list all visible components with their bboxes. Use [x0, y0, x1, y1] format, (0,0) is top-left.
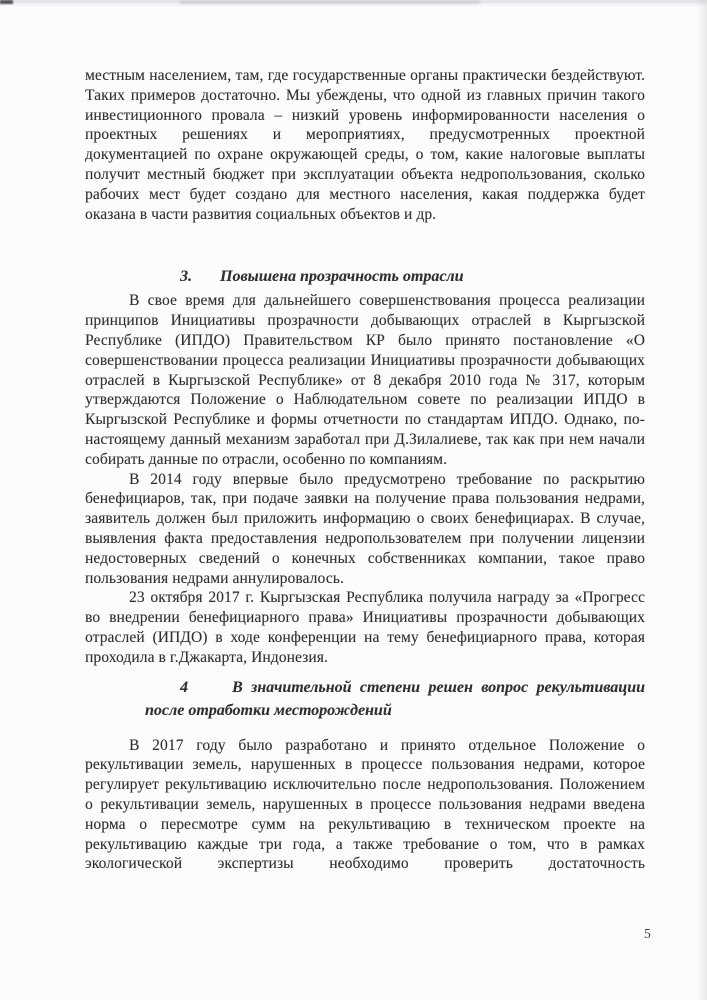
section-heading-3: [85, 266, 645, 288]
scan-streak-artifact: [180, 1, 480, 4]
scan-right-edge-shadow: [697, 0, 707, 1000]
section-3-number: 3.: [180, 268, 192, 286]
section-4-title: В значительной степени решен вопрос рекультивации после отработки месторождений: [145, 678, 645, 719]
page-number: 5: [644, 926, 651, 941]
section-4-number: 4: [180, 678, 188, 696]
section-3-title: Повышена прозрачность отрасли: [220, 268, 464, 286]
body-paragraph-award-2017: 23 октября 2017 г. Кыргызская Республика получила награду за «Прогресс во внедрении бенефициарного права» Инициативы прозрачности добывающих отраслей (ИПДО) в ходе конференции на тему бенефициарного права, которая проходила в г.Джакарта, Индонезия.: [85, 589, 645, 666]
section-heading-4: [85, 676, 645, 722]
body-paragraph-beneficiaries-2014: В 2014 году впервые было предусмотрено требование по раскрытию бенефициаров, так, при подаче заявки на получение права пользования недрами, заявитель должен был приложить информацию о своих бенефициарах. В случае, выявления факта предоставления недропользователем при получении лицензии недостоверных сведений о конечных собственниках компании, такое право пользования недрами аннулировалось.: [85, 470, 645, 587]
scan-corner-mark: [0, 0, 13, 4]
body-paragraph-continuation: местным населением, там, где государственные органы практически бездействуют. Таких примеров достаточно. Мы убеждены, что одной из главных причин такого инвестиционного провала – низкий уровень информированности населения о проектных решениях и мероприятиях, предусмотренных проектной документацией по охране окружающей среды, о том, какие налоговые выплаты получит местный бюджет при эксплуатации объекта недропользования, сколько рабочих мест будет создано для местного населения, какая поддержка будет оказана в части развития социальных объектов и др.: [85, 67, 645, 223]
text-block: [85, 66, 645, 874]
body-paragraph-eiti-history: В свое время для дальнейшего совершенствования процесса реализации принципов Инициативы прозрачности добывающих отраслей в Кыргызской Республике (ИПДО) Правительством КР было принято постановление «О совершенствовании процесса реализации Инициативы прозрачности добывающих отраслей в Кыргызской Республике» от 8 декабря 2010 года № 317, которым утверждаются Положение о Наблюдательном совете по реализации ИПДО в Кыргызской Республике и формы отчетности по стандартам ИПДО. Однако, по-настоящему данный механизм заработал при Д.Зилалиеве, так как при нем начали собирать данные по отрасли, особенно по компаниям.: [85, 292, 645, 468]
body-paragraph-recultivation: В 2017 году было разработано и принято отдельное Положение о рекультивации земель, нарушенных в процессе пользования недрами, которое регулирует рекультивацию исключительно после недропользования. Положением о рекультивации земель, нарушенных в процессе пользования недрами введена норма о пересмотре сумм на рекультивацию в техническом проекте на рекультивацию каждые три года, а также требование о том, что в рамках экологической экспертизы необходимо проверить достаточность: [85, 736, 645, 873]
